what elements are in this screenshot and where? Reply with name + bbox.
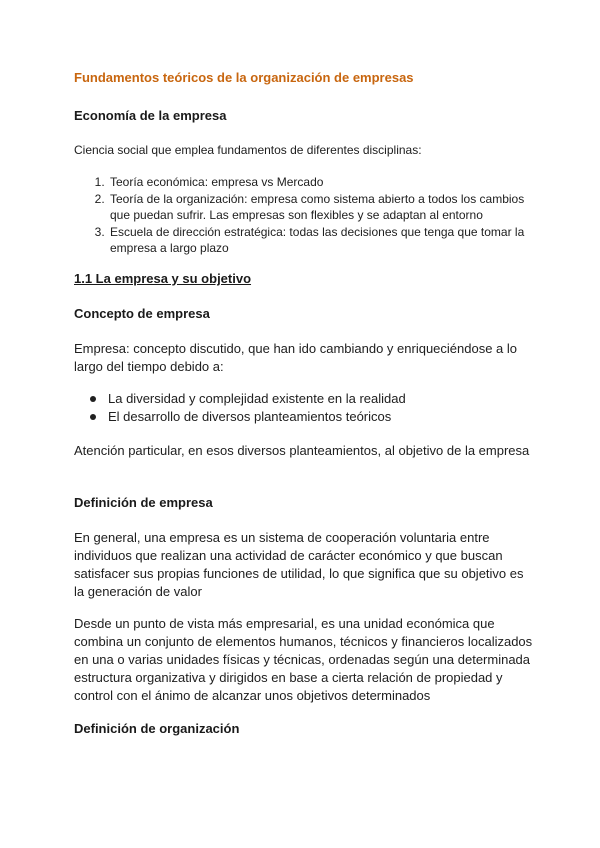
list-item [108,390,534,408]
intro-paragraph: Ciencia social que emplea fundamentos de diferentes disciplinas: [74,143,422,157]
list-item: 3. Escuela de dirección estratégica: todas las decisiones que tenga que tomar la empresa a largo plazo [108,224,534,256]
list-item: 1. Teoría económica: empresa vs Mercado [108,174,534,190]
heading-definicion-organizacion: Definición de organización [74,721,240,736]
list-item [108,408,534,426]
list-item: 2. Teoría de la organización: empresa como sistema abierto a todos los cambios que puedan sufrir. Las empresas son flexibles y se adaptan al entorno [108,191,534,223]
list-item-text: El desarrollo de diversos planteamientos teóricos [108,409,392,424]
bullet-icon [90,414,96,420]
disciplinas-list [74,174,534,257]
causas-list [74,390,534,426]
concepto-paragraph: Empresa: concepto discutido, que han ido cambiando y enriqueciéndose a lo largo del tiempo debido a: [74,341,518,374]
document-title: Fundamentos teóricos de la organización de empresas [74,70,414,85]
heading-concepto-empresa: Concepto de empresa [74,306,210,321]
heading-economia-empresa: Economía de la empresa [74,108,227,123]
section-heading-1-1: 1.1 La empresa y su objetivo [74,271,252,286]
definicion-paragraph-2: Desde un punto de vista más empresarial, es una unidad económica que combina un conjunto de elementos humanos, técnicos y financieros localizados en una o varias unidades físicas y técnicas, ordenadas según una determinada estructura organizativa y dirigidos en base a cierta relación de propiedad y control con el ánimo de alcanzar unos objetivos determinados [74,616,533,703]
heading-definicion-empresa: Definición de empresa [74,495,213,510]
atencion-paragraph: Atención particular, en esos diversos planteamientos, al objetivo de la empresa [74,443,530,458]
list-item-text: La diversidad y complejidad existente en la realidad [108,391,406,406]
definicion-paragraph-1: En general, una empresa es un sistema de cooperación voluntaria entre individuos que realizan una actividad de carácter económico y que buscan satisfacer sus propias funciones de utilidad, lo que significa que su objetivo es la generación de valor [74,530,524,599]
bullet-icon [90,396,96,402]
